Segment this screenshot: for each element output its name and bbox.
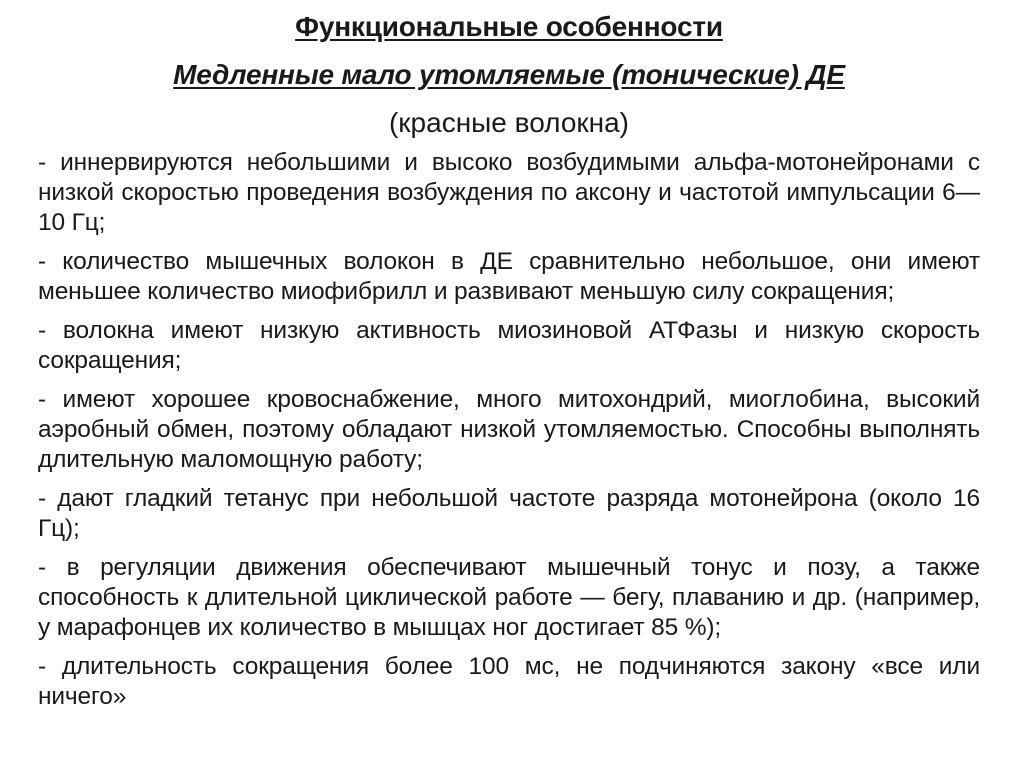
list-item: - в регуляции движения обеспечивают мышечный тонус и позу, а также способность к длительной циклической работе — бегу, плаванию и др. (например, у марафонцев их количество в мышцах ног достигает 85 %); (38, 554, 980, 641)
slide-title: Функциональные особенности (295, 11, 723, 42)
fiber-type-label: (красные волокна) (388, 107, 629, 138)
list-item: - длительность сокращения более 100 мс, не подчиняются закону «все или ничего» (38, 653, 980, 710)
list-item: - имеют хорошее кровоснабжение, много митохондрий, миоглобина, высокий аэробный обмен, поэтому обладают низкой утомляемостью. Способны выполнять длительную маломощную работу; (38, 386, 980, 473)
list-item: - количество мышечных волокон в ДЕ сравнительно небольшое, они имеют меньшее количество миофибрилл и развивают меньшую силу сокращения; (38, 248, 980, 305)
list-item: - иннервируются небольшими и высоко возбудимыми альфа-мотонейронами с низкой скоростью проведения возбуждения по аксону и частотой импульсации 6—10 Гц; (38, 149, 980, 236)
list-item: - дают гладкий тетанус при небольшой частоте разряда мотонейрона (около 16 Гц); (38, 485, 980, 542)
properties-list (38, 148, 980, 712)
list-item: - волокна имеют низкую активность миозиновой АТФазы и низкую скорость сокращения; (38, 317, 980, 374)
slide-subtitle: Медленные мало утомляемые (тонические) ДЕ (173, 59, 845, 90)
